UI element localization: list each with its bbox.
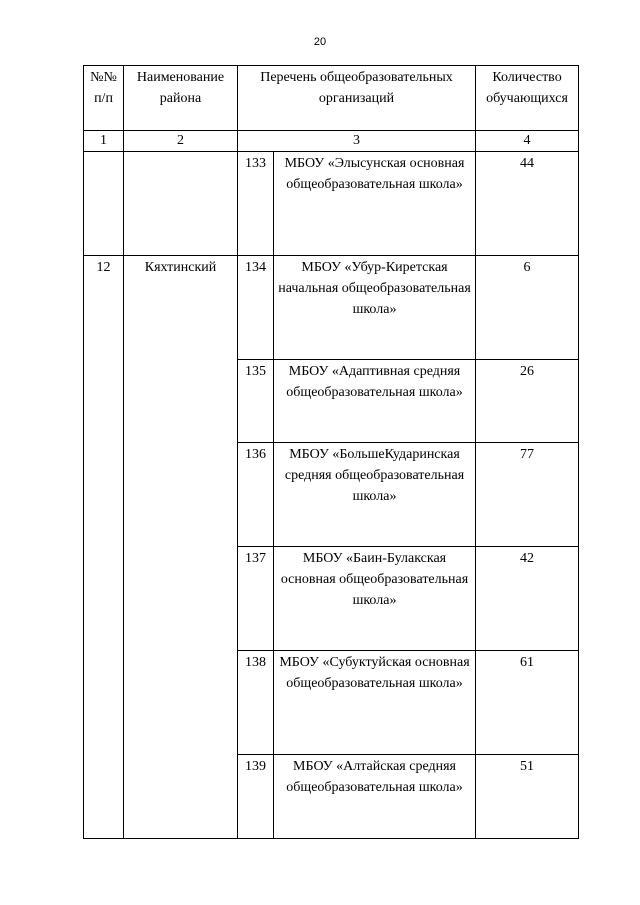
school-students: 6 (476, 256, 579, 360)
school-name: МБОУ «Адаптивная средняя общеобразовательная школа» (274, 360, 476, 443)
school-index: 138 (238, 651, 274, 755)
school-students: 44 (476, 152, 579, 256)
school-index: 134 (238, 256, 274, 360)
header-number: №№ п/п (84, 66, 124, 131)
table-row (84, 256, 579, 360)
school-name: МБОУ «Убур-Киретская начальная общеобразовательная школа» (274, 256, 476, 360)
column-number-2: 2 (124, 131, 238, 152)
table-row (84, 152, 579, 256)
school-students: 77 (476, 443, 579, 547)
school-name: МБОУ «БольшеКударинская средняя общеобразовательная школа» (274, 443, 476, 547)
school-name: МБОУ «Баин-Булакская основная общеобразовательная школа» (274, 547, 476, 651)
school-index: 139 (238, 755, 274, 839)
district-number-cell (84, 152, 124, 256)
header-district: Наименование района (124, 66, 238, 131)
school-index: 133 (238, 152, 274, 256)
column-number-4: 4 (476, 131, 579, 152)
school-index: 137 (238, 547, 274, 651)
header-students: Количество обучающихся (476, 66, 579, 131)
school-name: МБОУ «Элысунская основная общеобразовательная школа» (274, 152, 476, 256)
district-name-cell (124, 152, 238, 256)
column-numbers-row (84, 131, 579, 152)
school-name: МБОУ «Алтайская средняя общеобразовательная школа» (274, 755, 476, 839)
header-organizations: Перечень общеобразовательных организаций (238, 66, 476, 131)
school-name: МБОУ «Субуктуйская основная общеобразовательная школа» (274, 651, 476, 755)
school-index: 135 (238, 360, 274, 443)
district-name: Кяхтинский (124, 256, 238, 839)
table-header-row (84, 66, 579, 131)
school-students: 51 (476, 755, 579, 839)
column-number-1: 1 (84, 131, 124, 152)
school-students: 42 (476, 547, 579, 651)
district-number: 12 (84, 256, 124, 839)
page-number: 20 (313, 36, 327, 48)
schools-table (83, 65, 579, 839)
school-students: 61 (476, 651, 579, 755)
column-number-3: 3 (238, 131, 476, 152)
school-index: 136 (238, 443, 274, 547)
school-students: 26 (476, 360, 579, 443)
